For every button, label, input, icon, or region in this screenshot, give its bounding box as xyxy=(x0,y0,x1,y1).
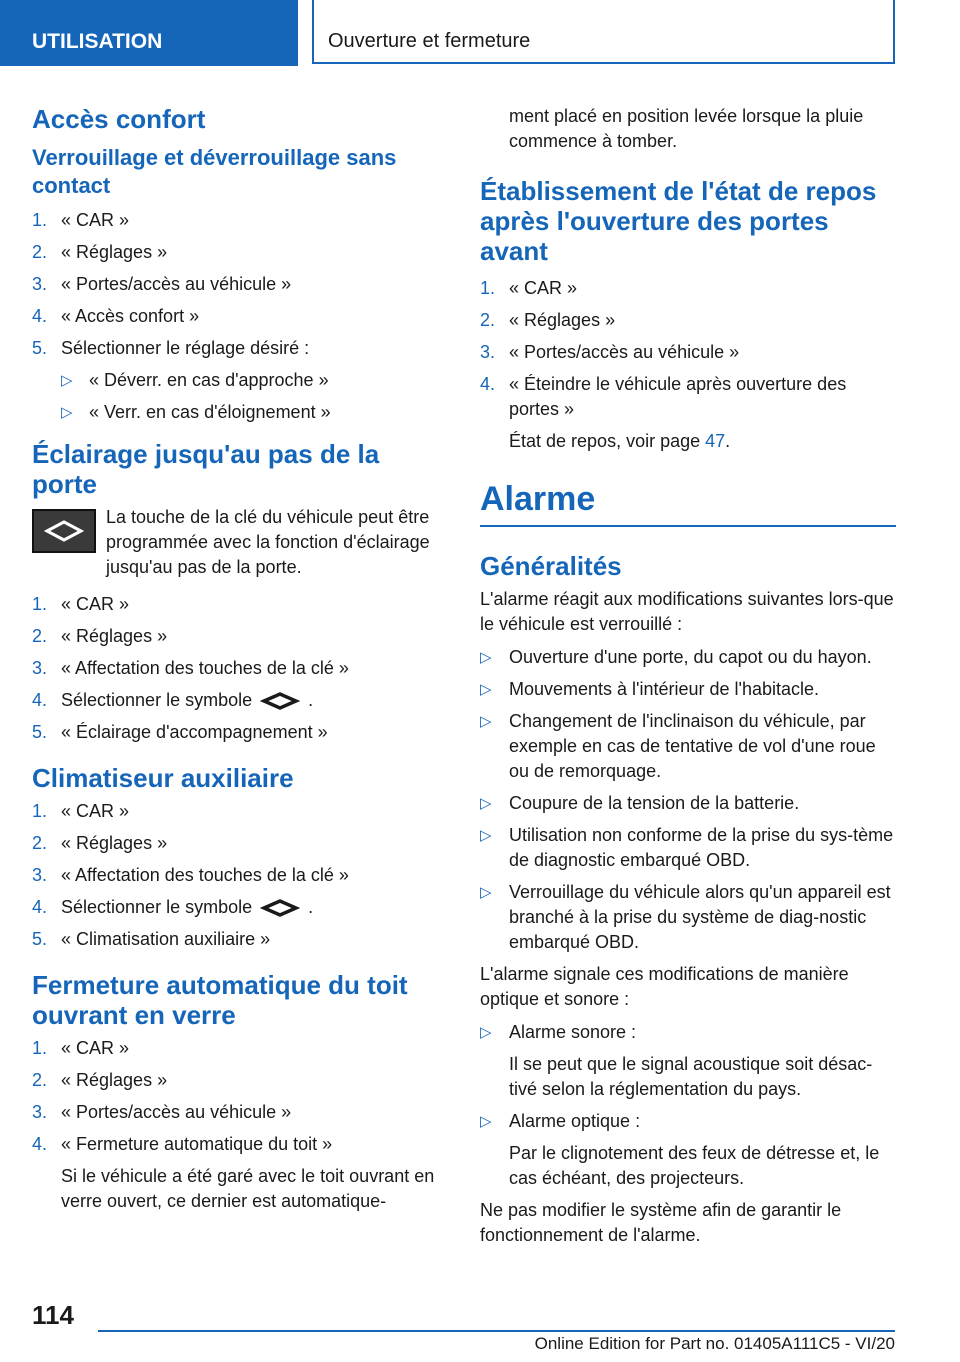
options-list xyxy=(61,368,442,425)
list-item: 1. « CAR » xyxy=(32,210,130,230)
triangle-right-icon: ▷ xyxy=(480,1113,492,1130)
list-item: ▷ Mouvements à l'intérieur de l'habitacle. xyxy=(480,677,896,702)
footer-edition: Online Edition for Part no. 01405A111C5 - VI/20 xyxy=(534,1334,895,1353)
subheading-verrouillage: Verrouillage et déverrouillage sans contact xyxy=(32,145,397,198)
steps-repos xyxy=(480,276,896,454)
steps-toit xyxy=(32,1036,442,1214)
list-item: ▷ « Déverr. en cas d'approche » xyxy=(61,368,442,393)
heading-eclairage: Éclairage jusqu'au pas de la porte xyxy=(32,439,380,499)
list-item: 1. « CAR » xyxy=(32,801,130,821)
key-light-symbol-icon xyxy=(260,898,300,918)
list-item: 5. Sélectionner le réglage désiré : ▷ « Déverr. en cas d'approche » ▷ « Verr. en cas d'éloignement » xyxy=(32,336,442,425)
list-item: ▷ « Verr. en cas d'éloignement » xyxy=(61,400,442,425)
triangle-right-icon: ▷ xyxy=(480,713,492,730)
heading-toit: Fermeture automatique du toit ouvrant en verre xyxy=(32,970,408,1030)
repos-note: État de repos, voir page 47. xyxy=(509,431,731,451)
alarme-intro: L'alarme réagit aux modifications suivantes lors-que le véhicule est verrouillé : xyxy=(480,589,894,634)
list-item: ▷ Utilisation non conforme de la prise du sys-tème de diagnostic embarqué OBD. xyxy=(480,825,894,870)
heading-acces-confort: Accès confort xyxy=(32,104,206,134)
steps-climatiseur xyxy=(32,799,442,952)
key-light-symbol-icon xyxy=(260,691,300,711)
triangle-right-icon: ▷ xyxy=(480,795,492,812)
list-item: 5. « Éclairage d'accompagnement » xyxy=(32,722,328,742)
list-item: 2. « Réglages » xyxy=(480,310,616,330)
sonore-text: Il se peut que le signal acoustique soit désac-tivé selon la réglementation du pays. xyxy=(509,1054,873,1099)
list-item: 4. Sélectionner le symbole . xyxy=(32,690,314,710)
section-tab: UTILISATION xyxy=(0,0,298,66)
list-item: 3. « Portes/accès au véhicule » xyxy=(32,274,292,294)
list-item: 4. Sélectionner le symbole . xyxy=(32,897,314,917)
list-item: 4. « Fermeture automatique du toit » Si le véhicule a été garé avec le toit ouvrant en verre ouvert, ce dernier est automatique- xyxy=(32,1132,442,1214)
alarme-outro: Ne pas modifier le système afin de garantir le fonctionnement de l'alarme. xyxy=(480,1200,842,1245)
list-item: 4. « Accès confort » xyxy=(32,306,200,326)
alarme-signal-intro: L'alarme signale ces modifications de manière optique et sonore : xyxy=(480,964,849,1009)
toit-note: Si le véhicule a été garé avec le toit ouvrant en verre ouvert, ce dernier est automatique- xyxy=(61,1166,435,1211)
eclairage-intro-block xyxy=(32,505,442,580)
triangle-right-icon: ▷ xyxy=(61,372,73,389)
steps-eclairage xyxy=(32,592,442,745)
list-item: 1. « CAR » xyxy=(32,594,130,614)
right-column xyxy=(480,100,896,1248)
triangle-right-icon: ▷ xyxy=(480,681,492,698)
list-item: 1. « CAR » xyxy=(32,1038,130,1058)
list-item: 3. « Affectation des touches de la clé » xyxy=(32,865,349,885)
list-item: 3. « Portes/accès au véhicule » xyxy=(480,342,740,362)
list-item: ▷ Alarme optique : Par le clignotement des feux de détresse et, le cas échéant, des projecteurs. xyxy=(480,1109,896,1191)
heading-alarme: Alarme xyxy=(480,480,896,527)
page-number: 114 xyxy=(32,1300,74,1330)
list-item: 2. « Réglages » xyxy=(32,1070,168,1090)
key-button-image xyxy=(32,509,96,553)
footer-rule xyxy=(98,1330,895,1332)
list-item: 3. « Affectation des touches de la clé » xyxy=(32,658,349,678)
triangle-right-icon: ▷ xyxy=(61,404,73,421)
optique-text: Par le clignotement des feux de détresse et, le cas échéant, des projecteurs. xyxy=(509,1143,880,1188)
list-item: ▷ Coupure de la tension de la batterie. xyxy=(480,791,896,816)
heading-climatiseur: Climatiseur auxiliaire xyxy=(32,763,294,793)
triangle-right-icon: ▷ xyxy=(480,827,492,844)
eclairage-intro: La touche de la clé du véhicule peut être programmée avec la fonction d'éclairage jusqu'au pas de la porte. xyxy=(106,507,430,577)
alarme-signal-list xyxy=(480,1020,896,1191)
alarme-triggers-list xyxy=(480,645,896,955)
heading-generalites: Généralités xyxy=(480,551,622,581)
topic-tab: Ouverture et fermeture xyxy=(312,0,895,64)
list-item: 2. « Réglages » xyxy=(32,626,168,646)
list-item: 3. « Portes/accès au véhicule » xyxy=(32,1102,292,1122)
list-item: 4. « Éteindre le véhicule après ouverture des portes » État de repos, voir page 47. xyxy=(480,372,896,454)
list-item: 2. « Réglages » xyxy=(32,833,168,853)
list-item: ▷ Verrouillage du véhicule alors qu'un appareil est branché à la prise du système de diag-nostic embarqué OBD. xyxy=(480,882,891,952)
heading-repos: Établissement de l'état de repos après l'ouverture des portes avant xyxy=(480,176,877,266)
steps-acces-confort xyxy=(32,208,442,425)
list-item: ▷ Alarme sonore : Il se peut que le signal acoustique soit désac-tivé selon la réglementation du pays. xyxy=(480,1020,896,1102)
list-item: 2. « Réglages » xyxy=(32,242,168,262)
list-item: ▷ Changement de l'inclinaison du véhicule, par exemple en cas de tentative de vol d'une roue ou de remorquage. xyxy=(480,711,876,781)
toit-note-continued: ment placé en position levée lorsque la pluie commence à tomber. xyxy=(509,106,864,151)
left-column xyxy=(32,100,442,1221)
page-link[interactable]: 47 xyxy=(705,431,726,451)
list-item: ▷ Ouverture d'une porte, du capot ou du hayon. xyxy=(480,645,896,670)
triangle-right-icon: ▷ xyxy=(480,1024,492,1041)
page-header xyxy=(0,0,960,66)
triangle-right-icon: ▷ xyxy=(480,884,492,901)
list-item: 5. « Climatisation auxiliaire » xyxy=(32,929,271,949)
triangle-right-icon: ▷ xyxy=(480,649,492,666)
list-item: 1. « CAR » xyxy=(480,278,578,298)
